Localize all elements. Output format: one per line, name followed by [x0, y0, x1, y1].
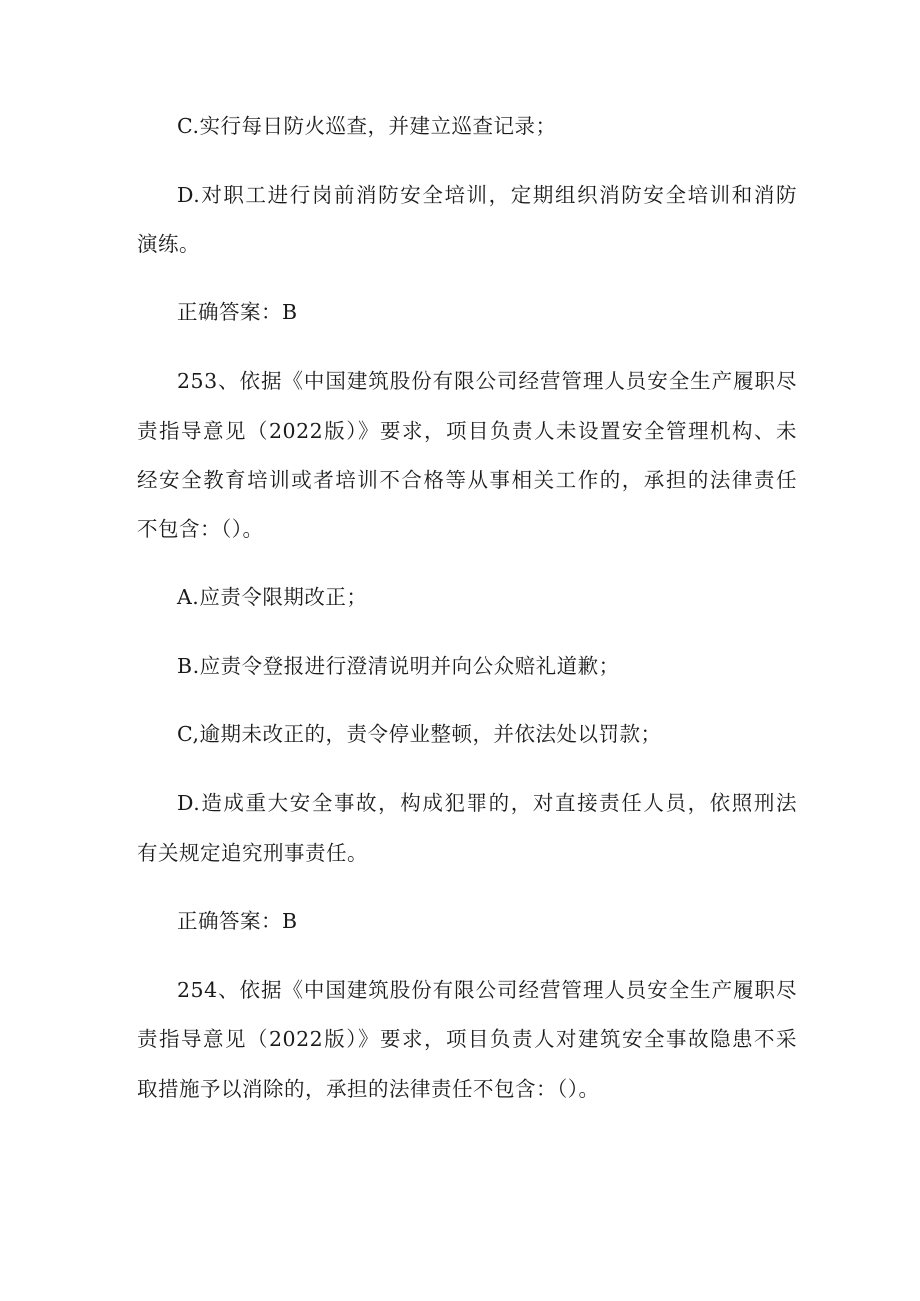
q252-option-d-line1: D.对职工进行岗前消防安全培训，定期组织消防安全培训和消防 [177, 183, 797, 207]
q254-question-line3: 取措施予以消除的，承担的法律责任不包含：（）。 [137, 1077, 600, 1101]
q253-option-a: A.应责令限期改正； [177, 585, 368, 609]
q253-question-line4: 不包含：（）。 [137, 517, 264, 541]
q252-option-c: C.实行每日防火巡查，并建立巡查记录； [177, 114, 557, 138]
q253-question-line3: 经安全教育培训或者培训不合格等从事相关工作的，承担的法律责任 [137, 468, 797, 492]
q253-question-line2: 责指导意见（2022版）》要求，项目负责人未设置安全管理机构、未 [137, 419, 797, 443]
q253-option-d-line2: 有关规定追究刑事责任。 [137, 841, 368, 865]
q253-option-c: C,逾期未改正的，责令停业整顿，并依法处以罚款； [177, 722, 662, 746]
q253-option-b: B.应责令登报进行澄清说明并向公众赔礼道歉； [177, 654, 620, 678]
q253-question-line1: 253、依据《中国建筑股份有限公司经营管理人员安全生产履职尽 [177, 369, 797, 393]
q254-question-line2: 责指导意见（2022版）》要求，项目负责人对建筑安全事故隐患不采 [137, 1027, 797, 1051]
q252-option-d-line2: 演练。 [137, 232, 200, 256]
q252-answer: 正确答案：B [177, 300, 298, 324]
q253-option-d-line1: D.造成重大安全事故，构成犯罪的，对直接责任人员，依照刑法 [177, 791, 797, 815]
q254-question-line1: 254、依据《中国建筑股份有限公司经营管理人员安全生产履职尽 [177, 978, 797, 1002]
q253-answer: 正确答案：B [177, 909, 298, 933]
